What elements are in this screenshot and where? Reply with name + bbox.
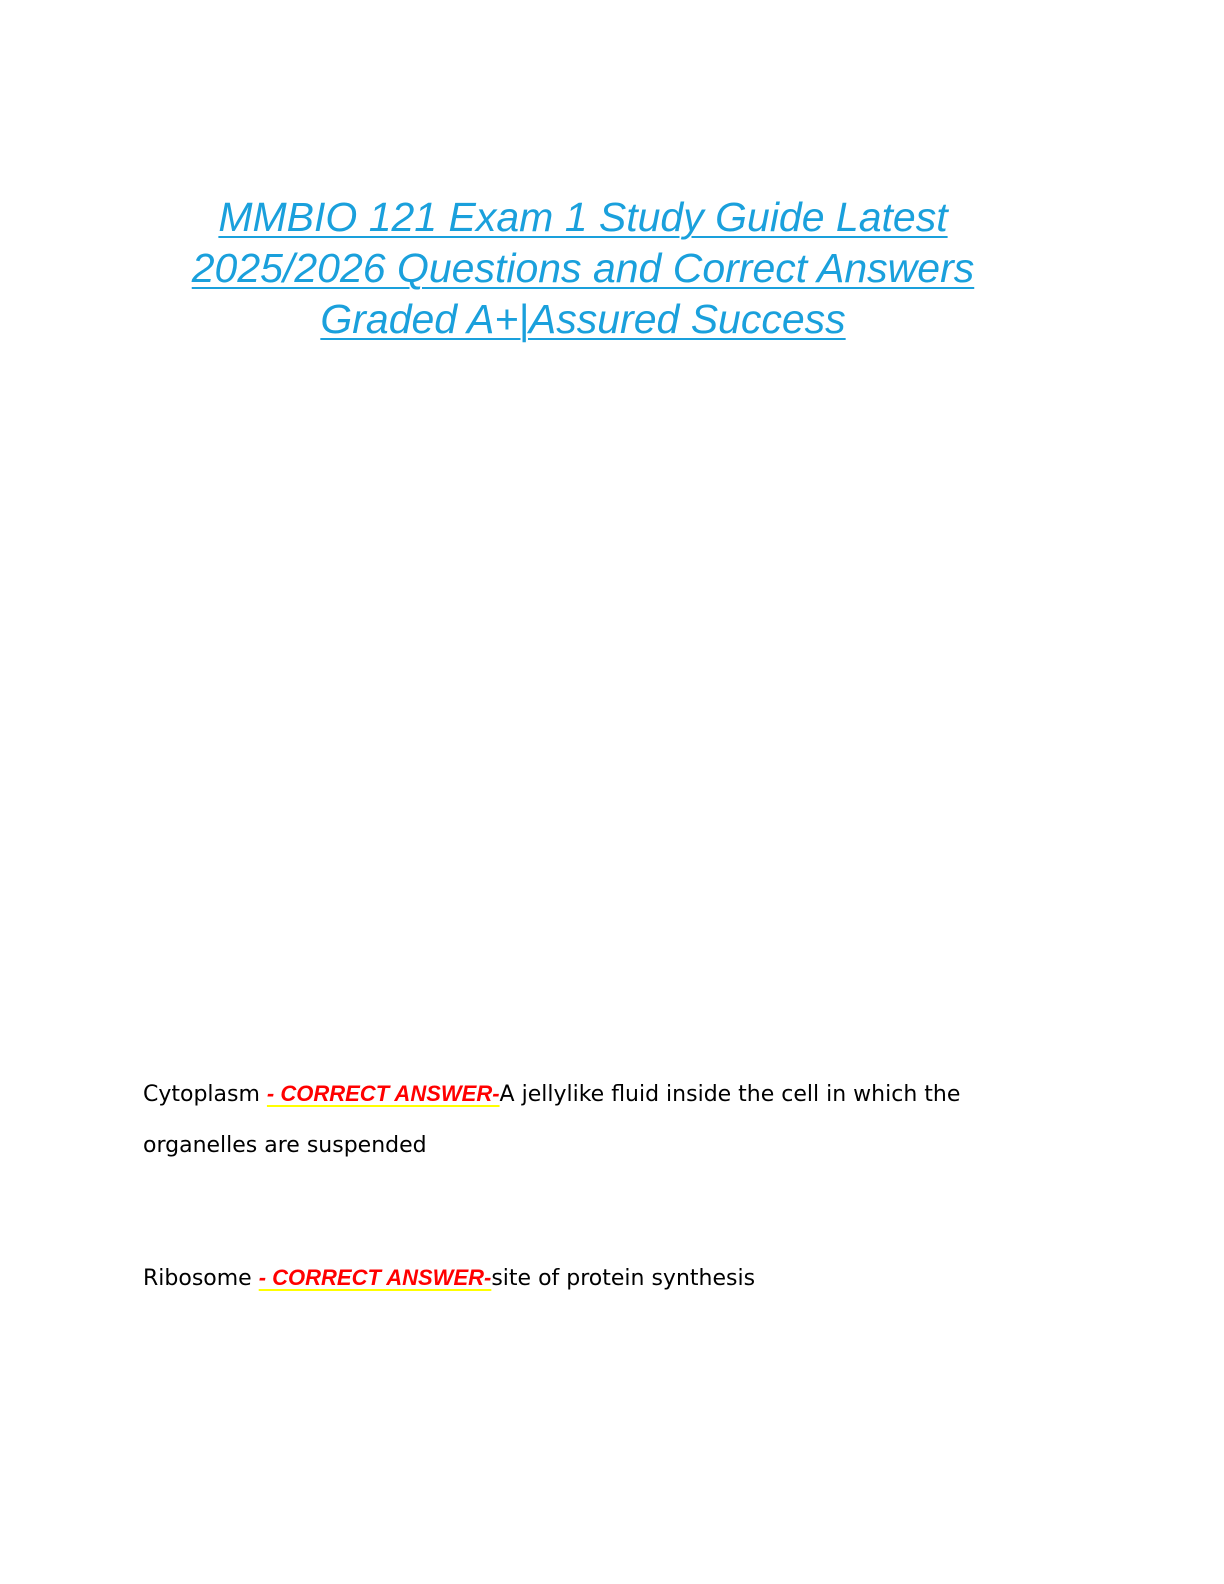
entry-definition-line-1: A jellylike fluid inside the cell in which the <box>499 1082 961 1107</box>
entry-term: Ribosome <box>143 1266 252 1291</box>
qa-entry-cytoplasm <box>143 1068 1043 1171</box>
correct-answer-marker: - CORRECT ANSWER- <box>258 1265 492 1290</box>
qa-entry-ribosome <box>143 1252 1043 1304</box>
correct-answer-marker: - CORRECT ANSWER- <box>266 1081 500 1106</box>
title-line-3: Graded A+|Assured Success <box>320 296 846 342</box>
entry-term: Cytoplasm <box>143 1082 260 1107</box>
title-line-2: 2025/2026 Questions and Correct Answers <box>191 245 975 291</box>
entry-definition-line-1: site of protein synthesis <box>491 1266 756 1291</box>
entry-definition-line-2: organelles are suspended <box>143 1133 427 1158</box>
document-title <box>120 192 1046 345</box>
title-line-1: MMBIO 121 Exam 1 Study Guide Latest <box>218 194 948 240</box>
